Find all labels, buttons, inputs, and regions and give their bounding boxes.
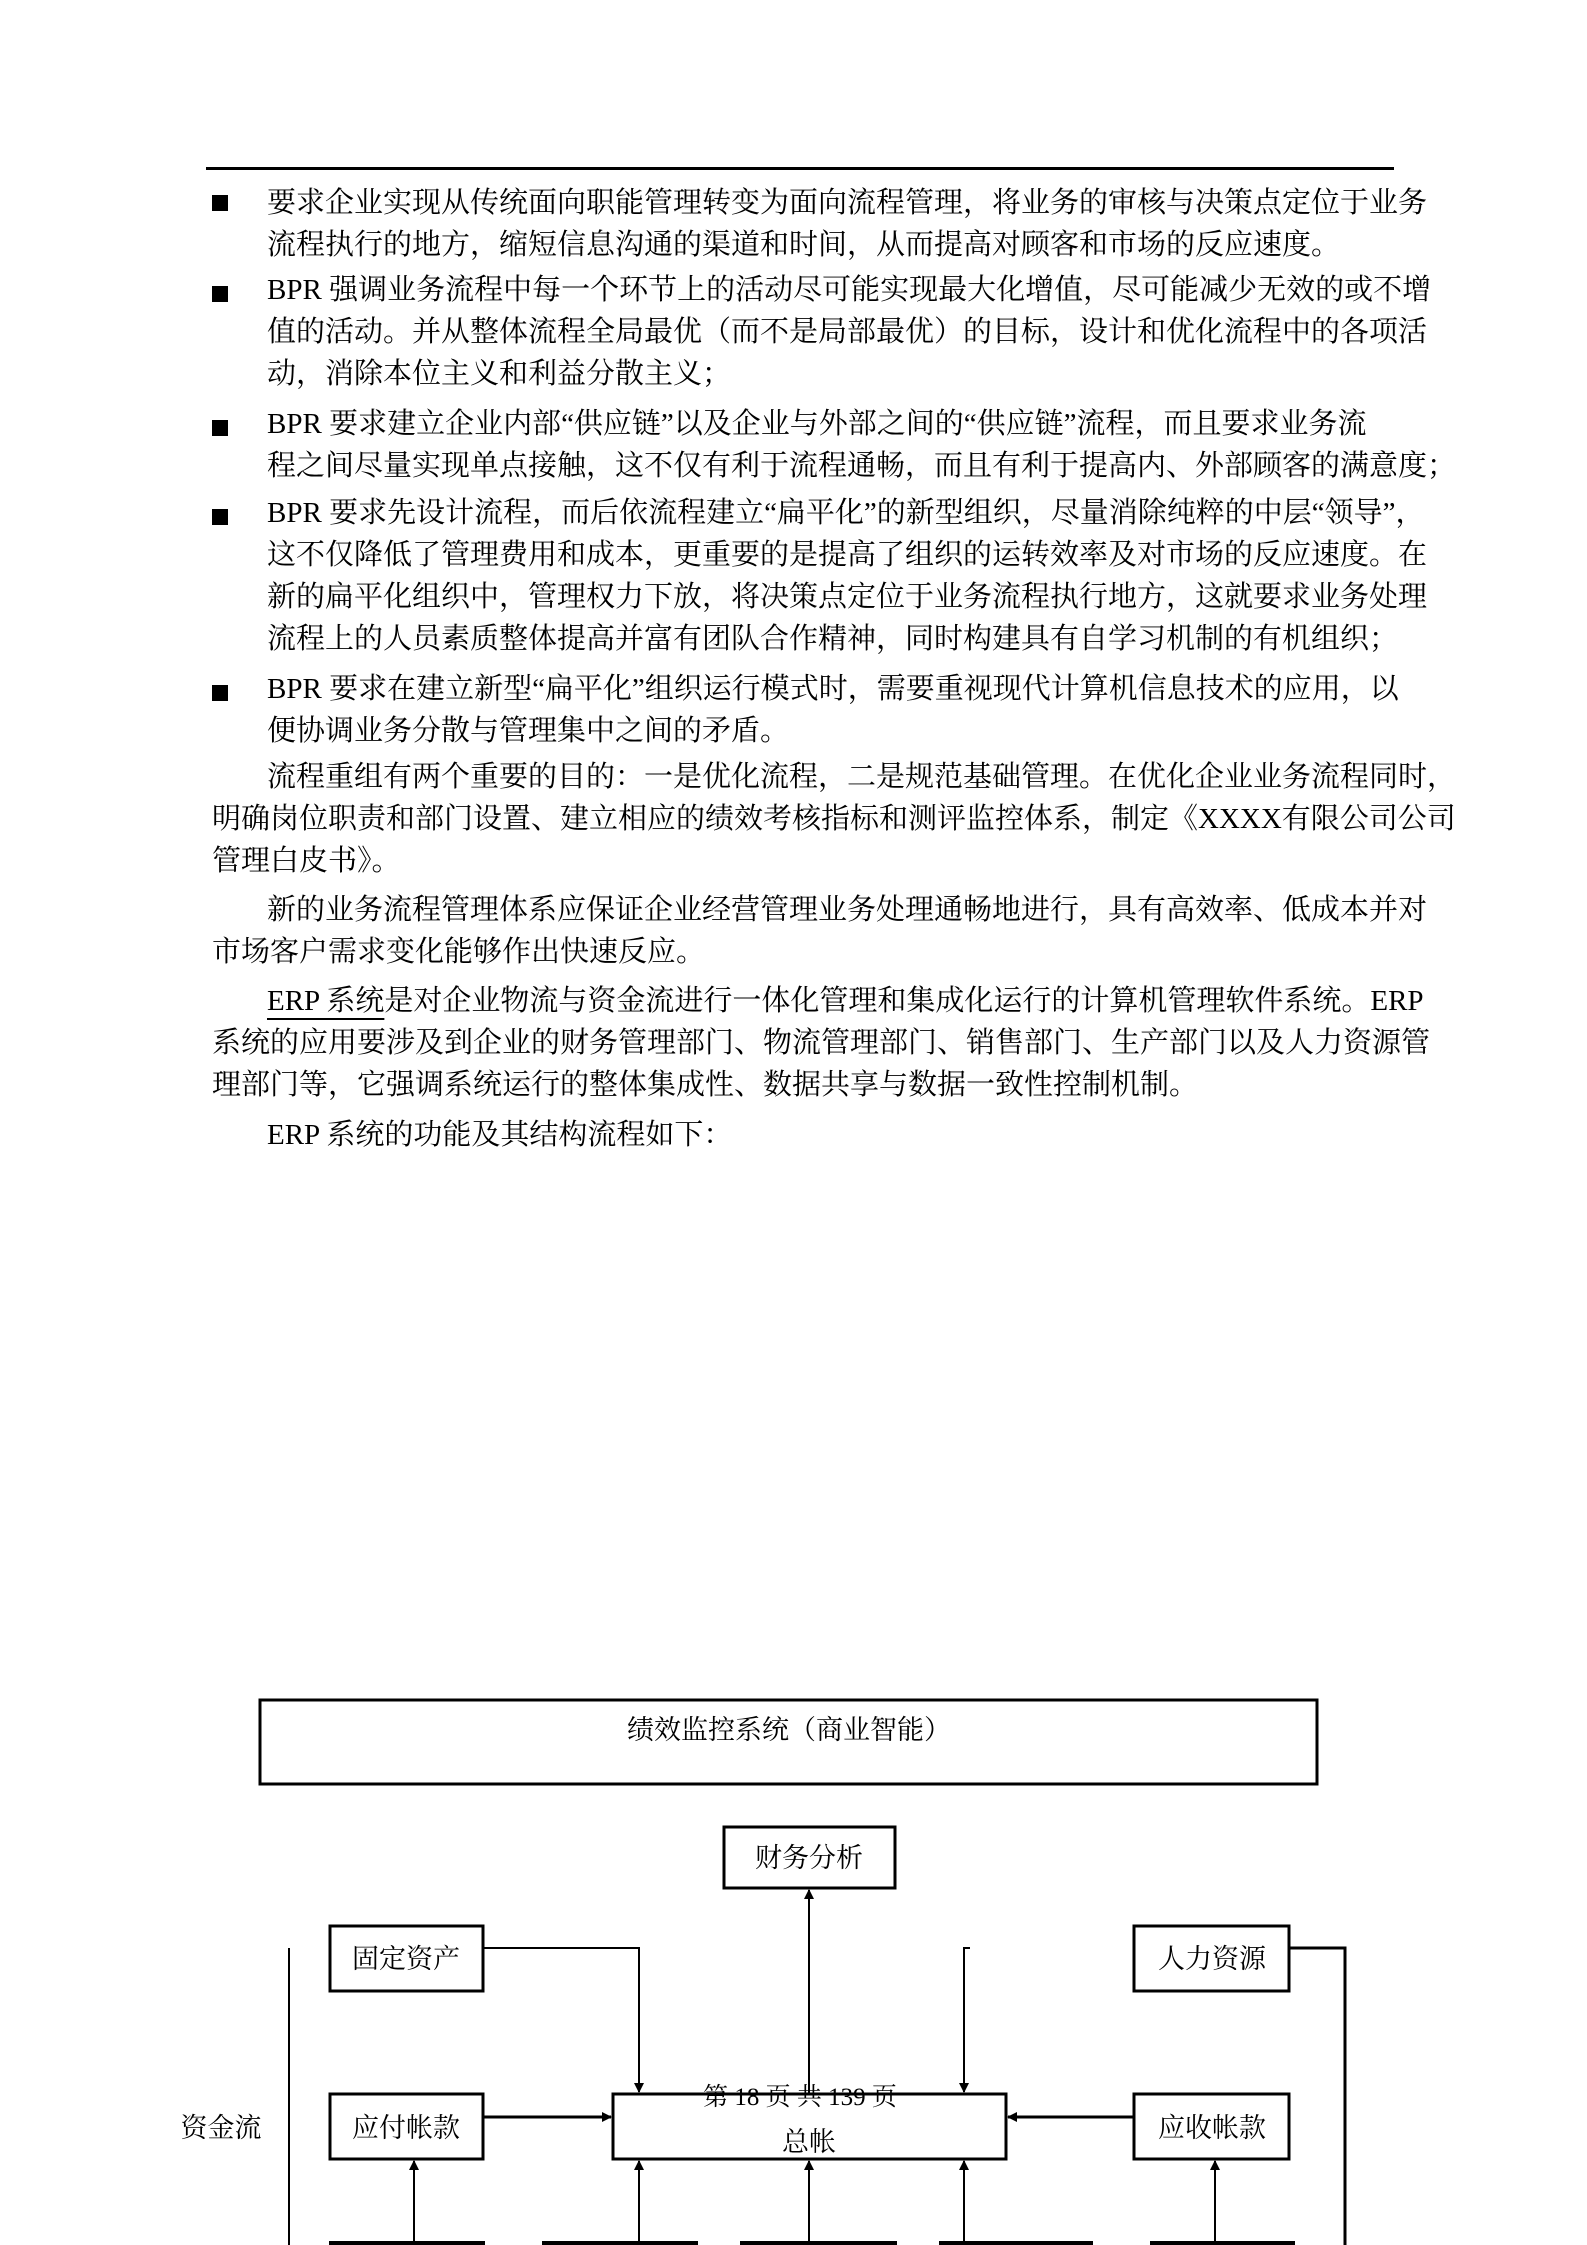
text-line: 新的业务流程管理体系应保证企业经营管理业务处理通畅地进行，具有高效率、低成本并对 [267,894,1428,926]
page-footer: 第 18 页 共 139 页 [703,2084,897,2111]
text-line: 流程重组有两个重要的目的：一是优化流程，二是规范基础管理。在优化企业业务流程同时， [267,761,1457,793]
fixed-assets-arrow [483,1948,639,2092]
general-ledger-label: 总帐 [782,2127,836,2157]
text-line: 新的扁平化组织中，管理权力下放，将决策点定位于业务流程执行地方，这就要求业务处理 [267,581,1428,613]
text-line: 动，消除本位主义和利益分散主义； [267,358,732,390]
text-line: 系统的应用要涉及到企业的财务管理部门、物流管理部门、销售部门、生产部门以及人力资源管 [212,1027,1431,1059]
text-line: 流程上的人员素质整体提高并富有团队合作精神，同时构建具有自学习机制的有机组织； [267,623,1399,655]
accounts-payable-label: 应付帐款 [352,2113,460,2143]
text-line: BPR 要求建立企业内部“供应链”以及企业与外部之间的“供应链”流程，而且要求业务流 [267,408,1367,440]
text-line: BPR 要求先设计流程，而后依流程建立“扁平化”的新型组织，尽量消除纯粹的中层“领导”， [267,497,1425,529]
text-line: 管理白皮书》。 [212,845,401,877]
human-resources-label: 人力资源 [1158,1944,1266,1974]
text-line: 流程执行的地方，缩短信息沟通的渠道和时间，从而提高对顾客和市场的反应速度。 [267,229,1341,261]
hr-connector [1289,1948,1345,2245]
text-line: 这不仅降低了管理费用和成本，更重要的是提高了组织的运转效率及对市场的反应速度。在 [267,539,1428,571]
text-line: BPR 强调业务流程中每一个环节上的活动尽可能实现最大化增值，尽可能减少无效的或不增 [267,274,1432,306]
fixed-assets-label: 固定资产 [352,1944,460,1974]
text-line: 明确岗位职责和部门设置、建立相应的绩效考核指标和测评监控体系，制定《XXXX有限公司公司 [212,803,1456,835]
text-line: 理部门等，它强调系统运行的整体集成性、数据共享与数据一致性控制机制。 [212,1069,1199,1101]
cash-flow-label: 资金流 [180,2113,262,2143]
ledger-input-arrow [964,1948,970,2092]
erp-link[interactable]: ERP 系统 [267,985,385,1017]
accounts-receivable-label: 应收帐款 [1158,2113,1266,2143]
text-line: 便协调业务分散与管理集中之间的矛盾。 [267,715,790,747]
text-span: 是对企业物流与资金流进行一体化管理和集成化运行的计算机管理软件系统。ERP [384,985,1424,1017]
text-line: ERP 系统的功能及其结构流程如下： [267,1119,733,1151]
text-line: 值的活动。并从整体流程全局最优（而不是局部最优）的目标，设计和优化流程中的各项活 [267,316,1428,348]
text-line: 要求企业实现从传统面向职能管理转变为面向流程管理，将业务的审核与决策点定位于业务 [267,187,1428,219]
text-line: 程之间尽量实现单点接触，这不仅有利于流程通畅，而且有利于提高内、外部顾客的满意度； [267,450,1457,482]
bi-system-label: 绩效监控系统（商业智能） [627,1715,951,1745]
financial-analysis-label: 财务分析 [755,1843,863,1873]
text-line: BPR 要求在建立新型“扁平化”组织运行模式时，需要重视现代计算机信息技术的应用，以 [267,673,1399,705]
text-line: 市场客户需求变化能够作出快速反应。 [212,936,706,968]
